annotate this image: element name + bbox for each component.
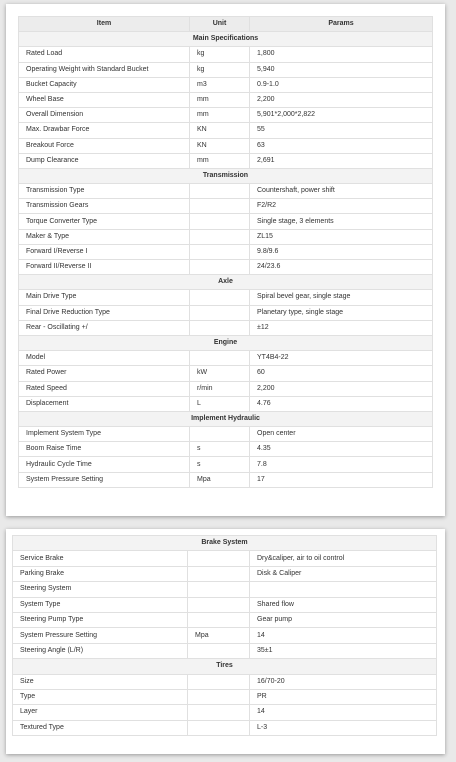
param-cell: 9.8/9.6	[250, 244, 433, 259]
unit-cell	[190, 199, 250, 214]
table-row	[13, 612, 437, 627]
param-cell: Gear pump	[250, 612, 437, 627]
item-cell: Breakout Force	[19, 138, 190, 153]
table-row	[13, 597, 437, 612]
table-row	[13, 566, 437, 581]
unit-cell	[190, 427, 250, 442]
unit-cell	[188, 720, 250, 735]
param-cell: 17	[250, 472, 433, 487]
param-cell: Shared flow	[250, 597, 437, 612]
unit-cell	[188, 566, 250, 581]
param-cell: 35±1	[250, 643, 437, 658]
header-item: Item	[19, 17, 190, 32]
param-cell: 2,691	[250, 153, 433, 168]
item-cell: Torque Converter Type	[19, 214, 190, 229]
table-row	[13, 582, 437, 597]
param-cell: 63	[250, 138, 433, 153]
param-cell: 60	[250, 366, 433, 381]
unit-cell: KN	[190, 123, 250, 138]
table-row	[19, 184, 433, 199]
item-cell: Hydraulic Cycle Time	[19, 457, 190, 472]
spec-table-main	[18, 16, 433, 488]
table-row	[19, 442, 433, 457]
section-header-row	[13, 536, 437, 551]
param-cell: 1,800	[250, 47, 433, 62]
unit-cell	[188, 689, 250, 704]
param-cell: 14	[250, 628, 437, 643]
table-row	[19, 153, 433, 168]
table-row	[19, 214, 433, 229]
item-cell: System Pressure Setting	[19, 472, 190, 487]
item-cell: Forward I/Reverse I	[19, 244, 190, 259]
unit-cell: m3	[190, 77, 250, 92]
param-cell: 4.76	[250, 396, 433, 411]
unit-cell	[188, 582, 250, 597]
header-params: Params	[250, 17, 433, 32]
item-cell: Dump Clearance	[19, 153, 190, 168]
table-row	[19, 123, 433, 138]
section-title: Axle	[19, 275, 433, 290]
param-cell: 5,901*2,000*2,822	[250, 108, 433, 123]
item-cell: Textured Type	[13, 720, 188, 735]
unit-cell: L	[190, 396, 250, 411]
section-title: Brake System	[13, 536, 437, 551]
unit-cell	[190, 260, 250, 275]
param-cell: 2,200	[250, 92, 433, 107]
section-header-row	[19, 335, 433, 350]
param-cell: Countershaft, power shift	[250, 184, 433, 199]
param-cell: 55	[250, 123, 433, 138]
unit-cell	[188, 551, 250, 566]
table-row	[13, 628, 437, 643]
unit-cell: KN	[190, 138, 250, 153]
table-row	[19, 305, 433, 320]
table-row	[19, 244, 433, 259]
unit-cell: Mpa	[190, 472, 250, 487]
unit-cell	[190, 214, 250, 229]
table-row	[19, 320, 433, 335]
unit-cell	[190, 290, 250, 305]
table-row	[19, 138, 433, 153]
item-cell: Rated Power	[19, 366, 190, 381]
item-cell: Maker & Type	[19, 229, 190, 244]
param-cell: 14	[250, 705, 437, 720]
section-title: Transmission	[19, 168, 433, 183]
table-row	[19, 396, 433, 411]
table-row	[19, 427, 433, 442]
table-row	[19, 290, 433, 305]
param-cell: 5,940	[250, 62, 433, 77]
param-cell: 24/23.6	[250, 260, 433, 275]
table-header-row	[19, 17, 433, 32]
param-cell: L-3	[250, 720, 437, 735]
item-cell: Steering Pump Type	[13, 612, 188, 627]
item-cell: Final Drive Reduction Type	[19, 305, 190, 320]
unit-cell	[188, 643, 250, 658]
unit-cell: mm	[190, 153, 250, 168]
param-cell: Planetary type, single stage	[250, 305, 433, 320]
param-cell: 0.9-1.0	[250, 77, 433, 92]
unit-cell: Mpa	[188, 628, 250, 643]
param-cell	[250, 582, 437, 597]
item-cell: Parking Brake	[13, 566, 188, 581]
header-unit: Unit	[190, 17, 250, 32]
table-row	[13, 705, 437, 720]
section-header-row	[13, 659, 437, 674]
unit-cell	[190, 229, 250, 244]
item-cell: System Type	[13, 597, 188, 612]
param-cell: 7.8	[250, 457, 433, 472]
item-cell: Implement System Type	[19, 427, 190, 442]
param-cell: YT4B4-22	[250, 351, 433, 366]
param-cell: Spiral bevel gear, single stage	[250, 290, 433, 305]
item-cell: Max. Drawbar Force	[19, 123, 190, 138]
table-row	[19, 92, 433, 107]
spec-table-secondary	[12, 535, 437, 736]
param-cell: 16/70-20	[250, 674, 437, 689]
section-title: Tires	[13, 659, 437, 674]
unit-cell	[190, 320, 250, 335]
section-title: Implement Hydraulic	[19, 411, 433, 426]
table-row	[19, 381, 433, 396]
unit-cell: s	[190, 457, 250, 472]
param-cell: Single stage, 3 elements	[250, 214, 433, 229]
item-cell: Overall Dimension	[19, 108, 190, 123]
param-cell: 2,200	[250, 381, 433, 396]
param-cell: PR	[250, 689, 437, 704]
table-row	[19, 62, 433, 77]
table-row	[19, 366, 433, 381]
item-cell: Model	[19, 351, 190, 366]
table-row	[19, 229, 433, 244]
item-cell: Rear - Oscillating +/	[19, 320, 190, 335]
unit-cell	[188, 705, 250, 720]
section-header-row	[19, 168, 433, 183]
param-cell: 4.35	[250, 442, 433, 457]
unit-cell	[190, 305, 250, 320]
param-cell: Dry&caliper, air to oil control	[250, 551, 437, 566]
table-row	[19, 77, 433, 92]
item-cell: Main Drive Type	[19, 290, 190, 305]
item-cell: Steering System	[13, 582, 188, 597]
unit-cell: kg	[190, 47, 250, 62]
table-row	[19, 351, 433, 366]
unit-cell	[190, 351, 250, 366]
unit-cell: mm	[190, 108, 250, 123]
table-row	[19, 47, 433, 62]
section-title: Main Specifications	[19, 32, 433, 47]
item-cell: System Pressure Setting	[13, 628, 188, 643]
section-header-row	[19, 411, 433, 426]
table-row	[13, 643, 437, 658]
item-cell: Rated Load	[19, 47, 190, 62]
item-cell: Service Brake	[13, 551, 188, 566]
param-cell: F2/R2	[250, 199, 433, 214]
section-header-row	[19, 275, 433, 290]
param-cell: Disk & Caliper	[250, 566, 437, 581]
unit-cell	[190, 244, 250, 259]
unit-cell: s	[190, 442, 250, 457]
unit-cell: kW	[190, 366, 250, 381]
item-cell: Type	[13, 689, 188, 704]
table-row	[19, 199, 433, 214]
section-header-row	[19, 32, 433, 47]
table-row	[13, 720, 437, 735]
item-cell: Size	[13, 674, 188, 689]
item-cell: Boom Raise Time	[19, 442, 190, 457]
table-row	[19, 108, 433, 123]
param-cell: ZL15	[250, 229, 433, 244]
item-cell: Forward II/Reverse II	[19, 260, 190, 275]
item-cell: Steering Angle (L/R)	[13, 643, 188, 658]
item-cell: Bucket Capacity	[19, 77, 190, 92]
unit-cell: kg	[190, 62, 250, 77]
param-cell: ±12	[250, 320, 433, 335]
item-cell: Operating Weight with Standard Bucket	[19, 62, 190, 77]
table-row	[13, 551, 437, 566]
unit-cell	[188, 612, 250, 627]
item-cell: Displacement	[19, 396, 190, 411]
table-row	[19, 260, 433, 275]
unit-cell	[188, 597, 250, 612]
table-row	[13, 689, 437, 704]
unit-cell: r/min	[190, 381, 250, 396]
unit-cell	[188, 674, 250, 689]
table-row	[13, 674, 437, 689]
section-title: Engine	[19, 335, 433, 350]
unit-cell: mm	[190, 92, 250, 107]
item-cell: Transmission Type	[19, 184, 190, 199]
item-cell: Layer	[13, 705, 188, 720]
table-row	[19, 472, 433, 487]
table-row	[19, 457, 433, 472]
item-cell: Rated Speed	[19, 381, 190, 396]
unit-cell	[190, 184, 250, 199]
item-cell: Wheel Base	[19, 92, 190, 107]
item-cell: Transmission Gears	[19, 199, 190, 214]
param-cell: Open center	[250, 427, 433, 442]
